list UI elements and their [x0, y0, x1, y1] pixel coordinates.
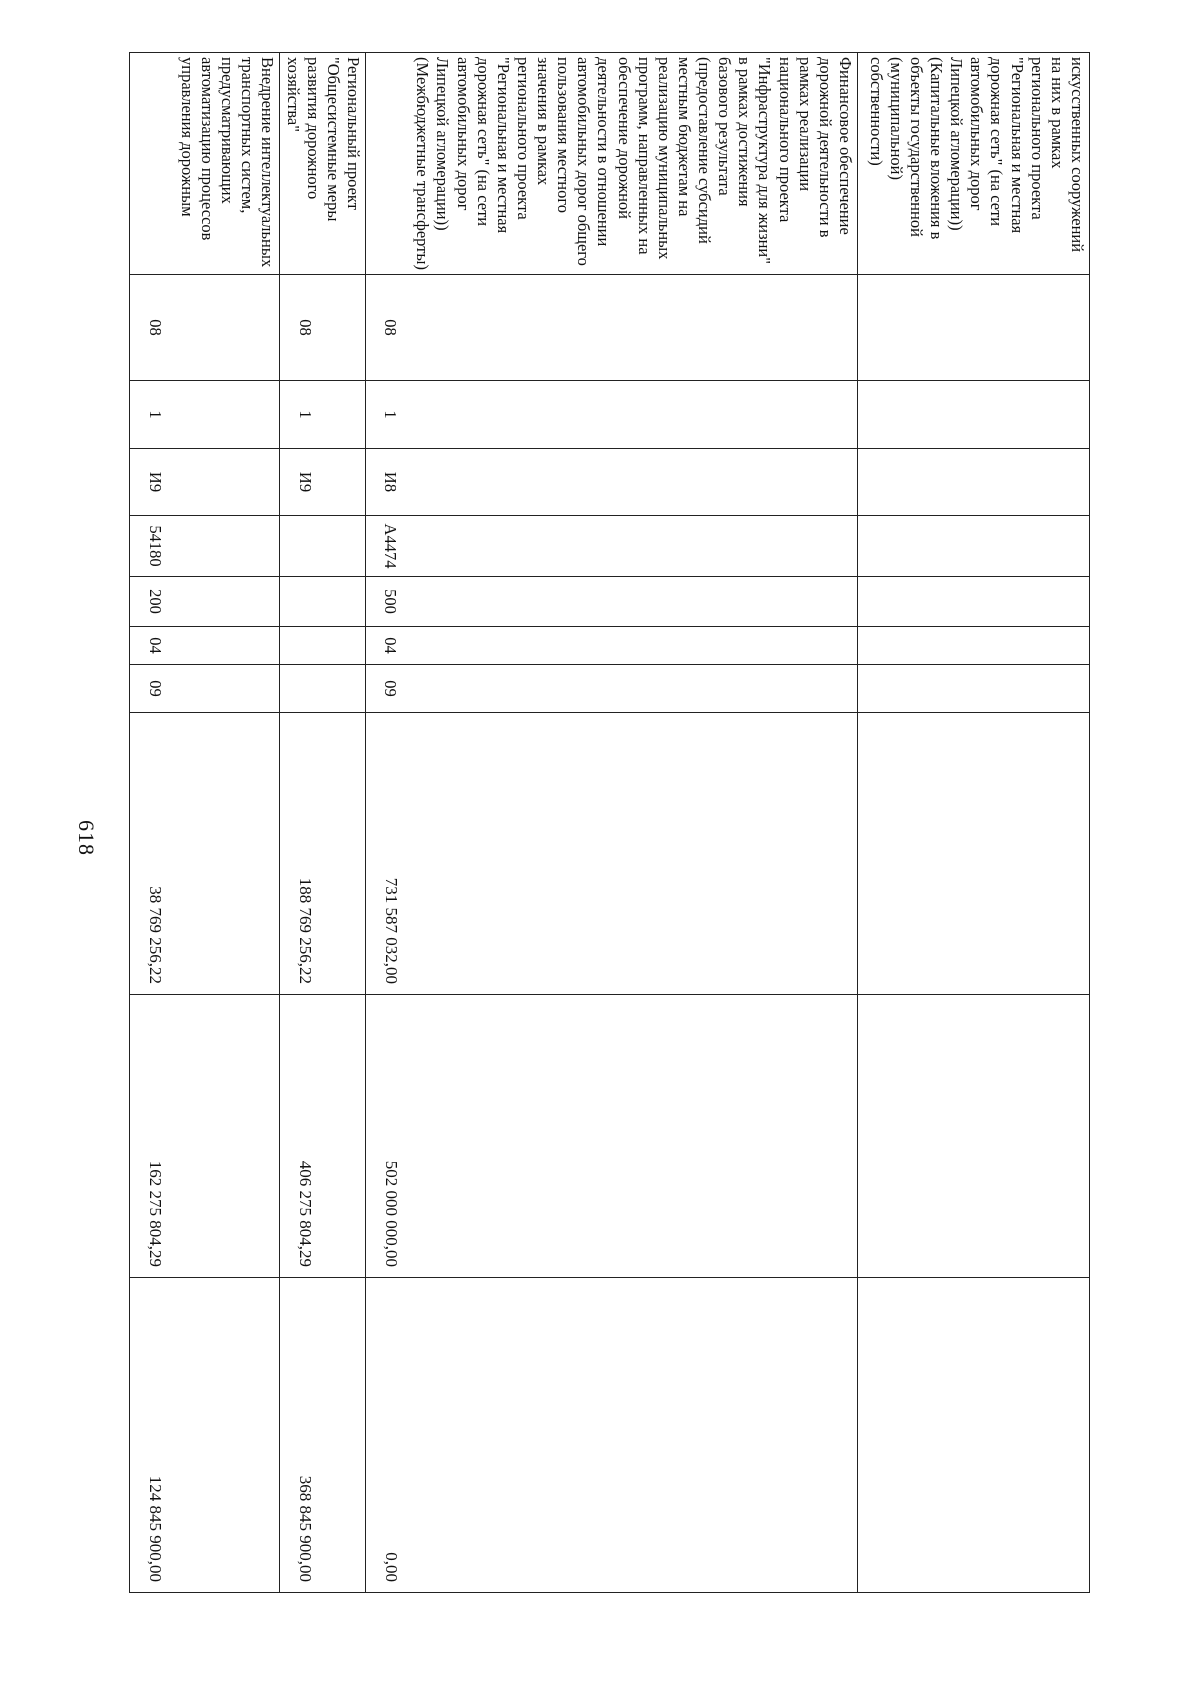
- code-expense-type: [280, 577, 366, 627]
- code-chapter: 04: [366, 627, 858, 665]
- table-row: [366, 53, 858, 1593]
- code-section: 08: [130, 275, 280, 381]
- amount-year-3: 0,00: [366, 1278, 858, 1593]
- table-row: [130, 53, 280, 1593]
- table-row: [858, 53, 1090, 1593]
- budget-table: [130, 52, 1091, 1593]
- code-subsection: 09: [130, 665, 280, 713]
- code-program: 1: [130, 381, 280, 449]
- amount-year-2: [858, 995, 1090, 1278]
- row-name: искусственных сооружений на них в рамках регионального проекта "Региональная и местная дорожная сеть" (на сети автомобильных дорог Липецкой агломерации)) (Капитальные вложения в объекты государственной (муниципальной) собственности): [858, 53, 1090, 275]
- amount-year-3: 368 845 900,00: [280, 1278, 366, 1593]
- code-chapter: 04: [130, 627, 280, 665]
- code-chapter: [280, 627, 366, 665]
- amount-year-2: 406 275 804,29: [280, 995, 366, 1278]
- row-name: Региональный проект "Общесистемные меры развития дорожного хозяйства": [280, 53, 366, 275]
- budget-table-container: [142, 52, 1090, 1592]
- amount-year-2: 162 275 804,29: [130, 995, 280, 1278]
- code-direction: 54180: [130, 516, 280, 577]
- row-name: Финансовое обеспечение дорожной деятельности в рамках реализации национального проекта "Инфраструктура для жизни" в рамках достижения базового результата (предоставление субсидий местным бюджетам на реализацию муниципальных программ, направленных на обеспечение дорожной деятельности в отношении автомобильных дорог общего пользования местного значения в рамках регионального проекта "Региональная и местная дорожная сеть" (на сети автомобильных дорог Липецкой агломерации)) (Межбюджетные трансферты): [366, 53, 858, 275]
- table-row: [280, 53, 366, 1593]
- code-expense-type: [858, 577, 1090, 627]
- amount-year-1: 188 769 256,22: [280, 713, 366, 995]
- amount-year-3: 124 845 900,00: [130, 1278, 280, 1593]
- code-project: И9: [130, 449, 280, 516]
- code-section: [858, 275, 1090, 381]
- code-chapter: [858, 627, 1090, 665]
- code-subsection: 09: [366, 665, 858, 713]
- code-program: 1: [366, 381, 858, 449]
- code-subsection: [280, 665, 366, 713]
- page-number: 618: [74, 820, 99, 856]
- code-section: 08: [280, 275, 366, 381]
- code-project: [858, 449, 1090, 516]
- amount-year-2: 502 000 000,00: [366, 995, 858, 1278]
- amount-year-1: [858, 713, 1090, 995]
- amount-year-1: 731 587 032,00: [366, 713, 858, 995]
- amount-year-1: 38 769 256,22: [130, 713, 280, 995]
- code-expense-type: 500: [366, 577, 858, 627]
- code-program: [858, 381, 1090, 449]
- code-direction: А4474: [366, 516, 858, 577]
- code-direction: [280, 516, 366, 577]
- code-project: И9: [280, 449, 366, 516]
- code-expense-type: 200: [130, 577, 280, 627]
- code-section: 08: [366, 275, 858, 381]
- code-direction: [858, 516, 1090, 577]
- amount-year-3: [858, 1278, 1090, 1593]
- row-name: Внедрение интеллектуальных транспортных систем, предусматривающих автоматизацию процессов управления дорожным: [130, 53, 280, 275]
- code-program: 1: [280, 381, 366, 449]
- code-project: И8: [366, 449, 858, 516]
- code-subsection: [858, 665, 1090, 713]
